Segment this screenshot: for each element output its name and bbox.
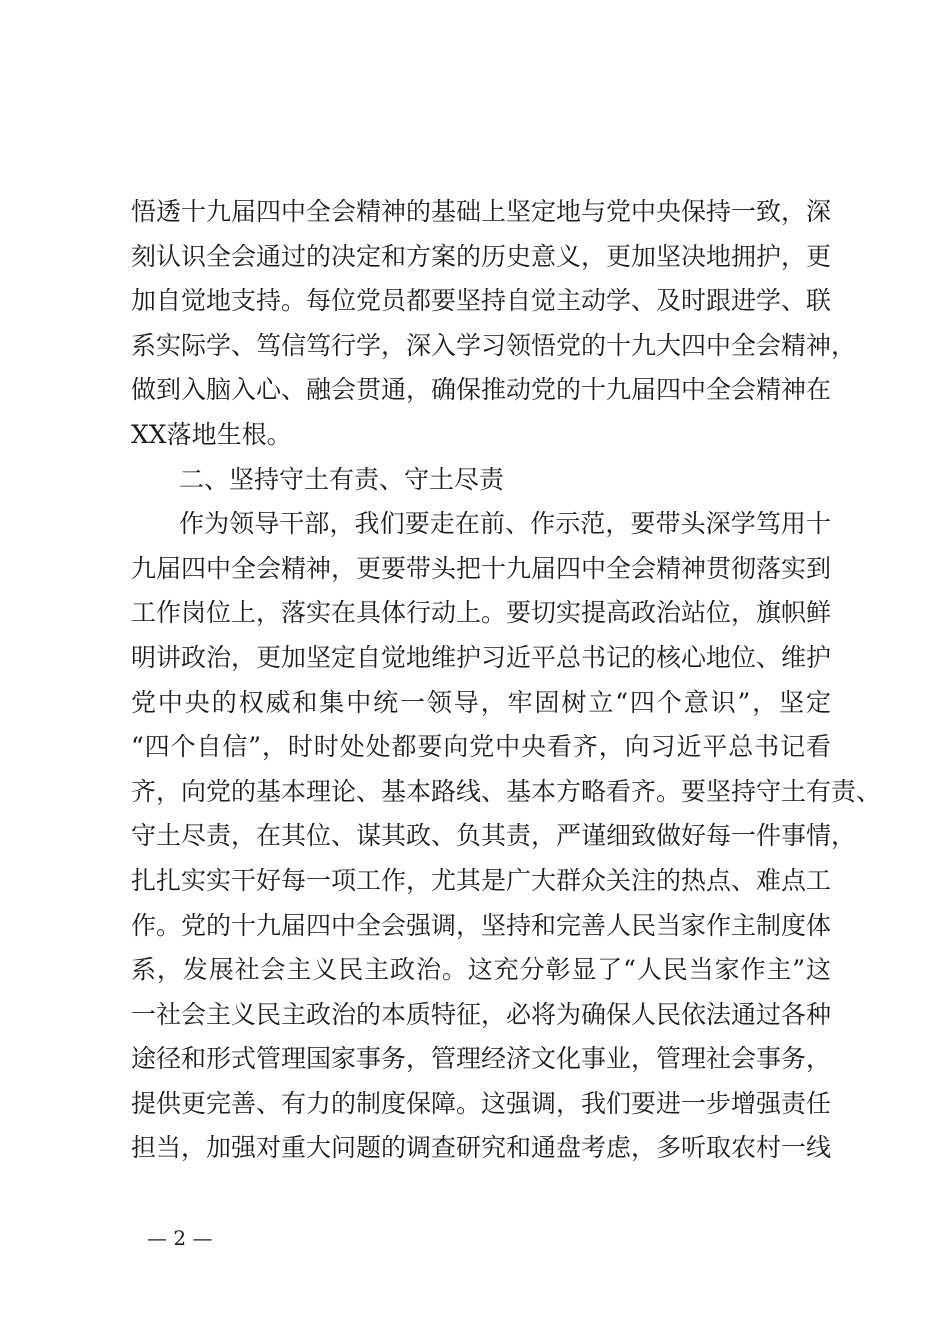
text-line: XX落地生根。 <box>131 419 292 449</box>
text-line: 担当，加强对重大问题的调查研究和通盘考虑，多听取农村一线 <box>131 1133 832 1163</box>
text-line: 系实际学、笃信笃行学，深入学习领悟党的十九大四中全会精神， <box>131 330 857 360</box>
text-line: 刻认识全会通过的决定和方案的历史意义，更加坚决地拥护，更 <box>131 241 832 271</box>
text-line: 加自觉地支持。每位党员都要坚持自觉主动学、及时跟进学、联 <box>131 286 832 316</box>
text-line: 一社会主义民主政治的本质特征，必将为确保人民依法通过各种 <box>131 999 832 1029</box>
text-line: “四个自信”，时时处处都要向党中央看齐，向习近平总书记看 <box>131 732 831 762</box>
text-line: 明讲政治，更加坚定自觉地维护习近平总书记的核心地位、维护 <box>131 642 832 672</box>
section-heading: 二、坚持守土有责、守土尽责 <box>179 464 505 494</box>
text-line: 工作岗位上，落实在具体行动上。要切实提高政治站位，旗帜鲜 <box>131 598 832 628</box>
text-line: 扎扎实实干好每一项工作，尤其是广大群众关注的热点、难点工 <box>131 865 832 895</box>
text-line: 齐，向党的基本理论、基本路线、基本方略看齐。要坚持守土有责、 <box>131 776 882 806</box>
text-line: 守土尽责，在其位、谋其政、负其责，严谨细致做好每一件事情， <box>131 821 857 851</box>
text-line: 途径和形式管理国家事务，管理经济文化事业，管理社会事务， <box>131 1044 832 1074</box>
text-line: 悟透十九届四中全会精神的基础上坚定地与党中央保持一致，深 <box>131 197 832 226</box>
page-number: — 2 — <box>147 1226 213 1250</box>
text-line: 九届四中全会精神，更要带头把十九届四中全会精神贯彻落实到 <box>131 553 832 583</box>
text-line: 作为领导干部，我们要走在前、作示范，要带头深学笃用十 <box>179 509 831 539</box>
text-line: 党中央的权威和集中统一领导，牢固树立“四个意识”，坚定 <box>131 687 831 717</box>
body-text <box>131 190 882 1171</box>
text-line: 作。党的十九届四中全会强调，坚持和完善人民当家作主制度体 <box>131 910 832 940</box>
text-line: 提供更完善、有力的制度保障。这强调，我们要进一步增强责任 <box>131 1088 832 1118</box>
text-line: 做到入脑入心、融会贯通，确保推动党的十九届四中全会精神在 <box>131 375 832 405</box>
text-line: 系，发展社会主义民主政治。这充分彰显了“人民当家作主”这 <box>131 955 831 985</box>
